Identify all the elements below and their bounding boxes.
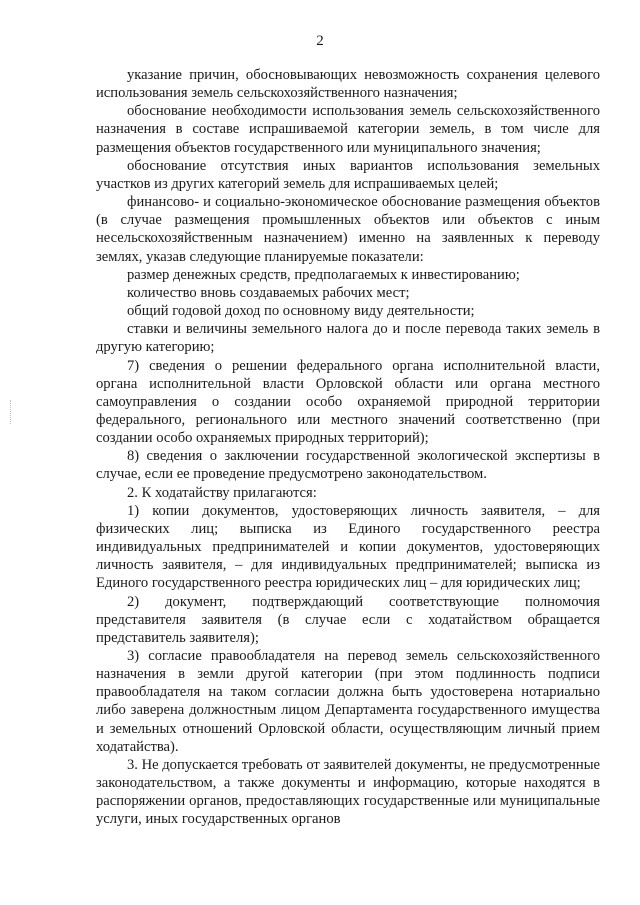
paragraph-new-jobs: количество вновь создаваемых рабочих мест; — [127, 284, 410, 301]
paragraph-land-tax: ставки и величины земельного налога до и после перевода таких земель в другую категорию; — [96, 321, 600, 356]
document-body — [96, 66, 600, 829]
paragraph-economic-justification: финансово- и социально-экономическое обоснование размещения объектов (в случае размещения промышленных объектов или объектов с иным несельскохозяйственным назначением) именно на заявленных к переводу землях, указав следующие планируемые показатели: — [96, 194, 600, 265]
paragraph-attachment-3: 3) согласие правообладателя на перевод земель сельскохозяйственного назначения в земли другой категории (при этом подлинность подписи правообладателя на таком согласии должна быть удостоверена нотариально либо заверена должностным лицом Департамента государственного имущества и земельных отношений Орловской области, осуществляющим личный прием ходатайства). — [96, 648, 600, 755]
margin-scan-mark — [10, 400, 12, 424]
paragraph-section-2: 2. К ходатайству прилагаются: — [127, 484, 317, 501]
paragraph-attachment-2: 2) документ, подтверждающий соответствующие полномочия представителя заявителя (в случае если с ходатайством обращается представитель заявителя); — [96, 593, 600, 646]
paragraph-annual-income: общий годовой доход по основному виду деятельности; — [127, 303, 475, 320]
paragraph-item-7: 7) сведения о решении федерального органа исполнительной власти, органа исполнительной власти Орловской области или органа местного самоуправления о создании особо охраняемой природной территории федерального, регионального или местного значений соответственно (при создании особо охраняемых природных территорий); — [96, 357, 600, 447]
paragraph-attachment-1: 1) копии документов, удостоверяющих личность заявителя, – для физических лиц; выписка из Единого государственного реестра индивидуальных предпринимателей и копии документов, удостоверяющих личность заявителя, – для индивидуальных предпринимателей; выписка из Единого государственного реестра юридических лиц – для юридических лиц; — [96, 502, 600, 592]
paragraph-investment-amount: размер денежных средств, предполагаемых к инвестированию; — [127, 266, 520, 283]
paragraph-reasons: указание причин, обосновывающих невозможность сохранения целевого использования земель сельскохозяйственного назначения; — [96, 67, 600, 102]
paragraph-item-8: 8) сведения о заключении государственной экологической экспертизы в случае, если ее проведение предусмотрено законодательством. — [96, 448, 600, 483]
paragraph-justification-necessity: обоснование необходимости использования земель сельскохозяйственного назначения в составе испрашиваемой категории земель, в том числе для размещения объектов государственного или муниципального значения; — [96, 103, 600, 156]
paragraph-no-alternatives: обоснование отсутствия иных вариантов использования земельных участков из других категорий земель для испрашиваемых целей; — [96, 157, 600, 192]
paragraph-section-3: 3. Не допускается требовать от заявителей документы, не предусмотренные законодательством, а также документы и информацию, которые находятся в распоряжении органов, предоставляющих государственные или муниципальные услуги, иных государственных органов — [96, 756, 600, 828]
page-number: 2 — [316, 33, 324, 49]
